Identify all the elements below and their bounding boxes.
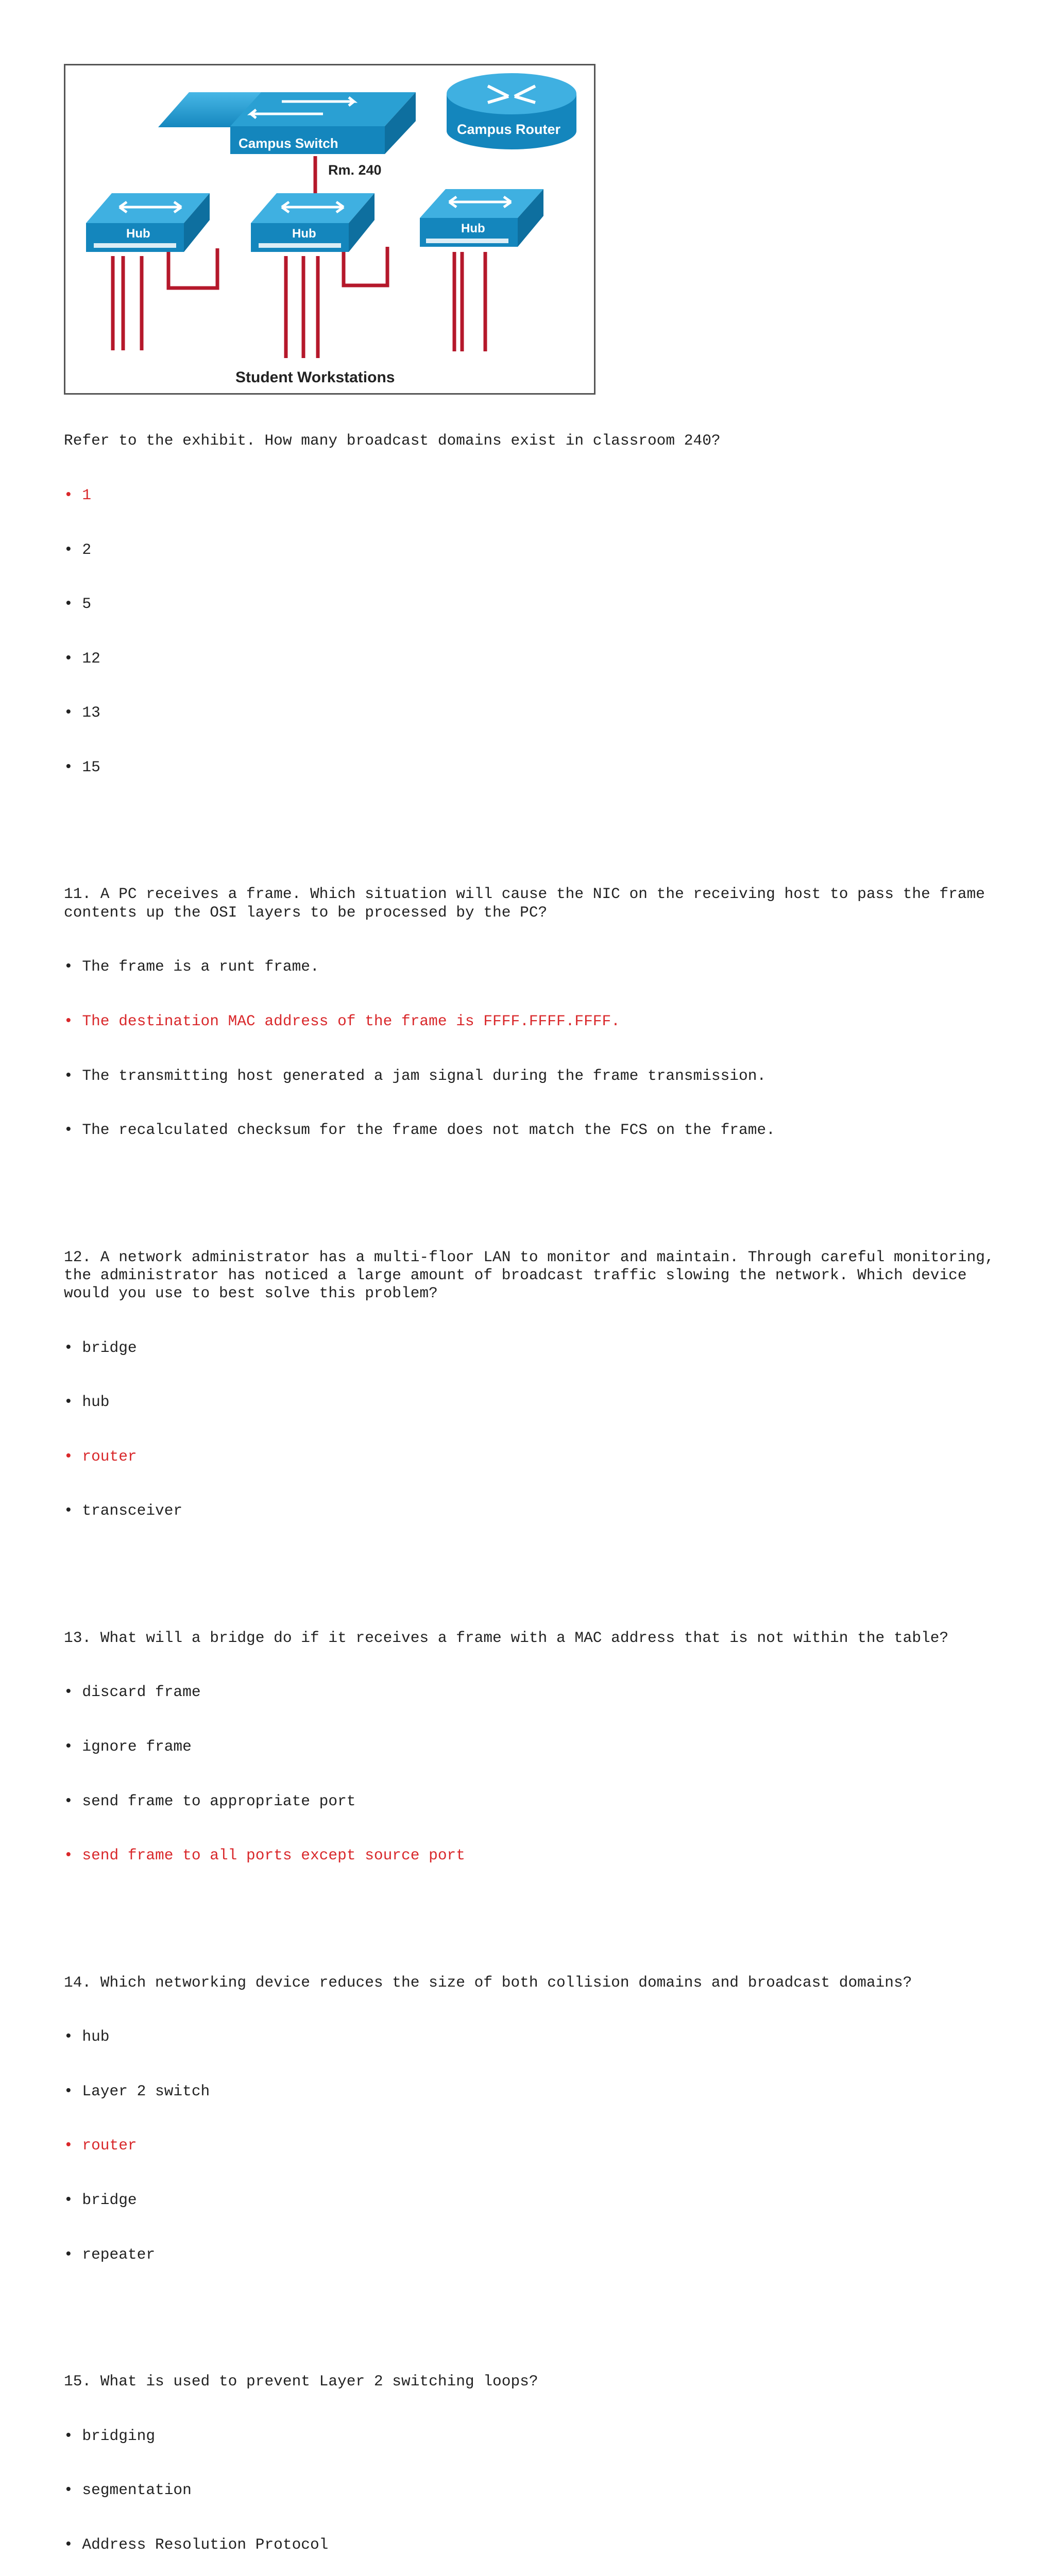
option: • Layer 2 switch	[64, 2082, 210, 2100]
hub-right	[420, 189, 543, 247]
option: • segmentation	[64, 2481, 192, 2499]
hub-center	[251, 193, 375, 252]
exam-text	[64, 396, 1007, 2576]
question-prompt: 15. What is used to prevent Layer 2 switching loops?	[64, 2372, 538, 2391]
question-prompt: 12. A network administrator has a multi-floor LAN to monitor and maintain. Through careful monitoring, the administrator has noticed a large amount of broadcast traffic slowing the network. Which device would you use to best solve this problem?	[64, 1248, 1003, 1302]
answer-option: • The destination MAC address of the frame is FFFF.FFFF.FFFF.	[64, 1012, 620, 1030]
option: • The transmitting host generated a jam signal during the frame transmission.	[64, 1066, 767, 1084]
option: • transceiver	[64, 1502, 183, 1520]
question-prompt: Refer to the exhibit. How many broadcast domains exist in classroom 240?	[64, 432, 721, 450]
router-label: Campus Router	[457, 122, 561, 137]
answer-option: • router	[64, 1447, 137, 1465]
option: • hub	[64, 1393, 110, 1411]
option: • hub	[64, 2028, 110, 2046]
option: • discard frame	[64, 1683, 201, 1701]
question-prompt: 11. A PC receives a frame. Which situation will cause the NIC on the receiving host to pass the frame contents up the OSI layers to be processed by the PC?	[64, 885, 994, 921]
option: • The frame is a runt frame.	[64, 958, 319, 976]
option: • 5	[64, 595, 92, 613]
answer-option: • send frame to all ports except source port	[64, 1846, 465, 1865]
option: • Address Resolution Protocol	[64, 2535, 329, 2553]
question-prompt: 13. What will a bridge do if it receives a frame with a MAC address that is not within the table?	[64, 1629, 949, 1647]
hub-right-label: Hub	[461, 222, 485, 235]
network-diagram	[65, 65, 594, 393]
option: • bridge	[64, 1338, 137, 1357]
option: • The recalculated checksum for the frame does not match the FCS on the frame.	[64, 1121, 775, 1139]
option: • repeater	[64, 2245, 156, 2263]
room-label: Rm. 240	[328, 162, 382, 178]
hub-center-label: Hub	[292, 227, 316, 241]
network-exhibit	[64, 64, 595, 395]
option: • bridge	[64, 2191, 137, 2209]
option: • 15	[64, 758, 100, 776]
hub-left	[86, 193, 210, 252]
option: • 12	[64, 649, 100, 667]
question-prompt: 14. Which networking device reduces the size of both collision domains and broadcast domains?	[64, 1973, 912, 1991]
switch-label: Campus Switch	[239, 135, 338, 151]
answer-option: • 1	[64, 486, 92, 504]
answer-option: • router	[64, 2137, 137, 2155]
option: • 13	[64, 704, 100, 722]
campus-switch	[158, 92, 416, 154]
option: • bridging	[64, 2427, 156, 2445]
campus-router	[447, 73, 576, 149]
option: • ignore frame	[64, 1737, 192, 1755]
option: • send frame to appropriate port	[64, 1792, 356, 1810]
hub-left-label: Hub	[126, 227, 150, 241]
option: • 2	[64, 540, 92, 558]
workstations-label: Student Workstations	[235, 369, 395, 386]
